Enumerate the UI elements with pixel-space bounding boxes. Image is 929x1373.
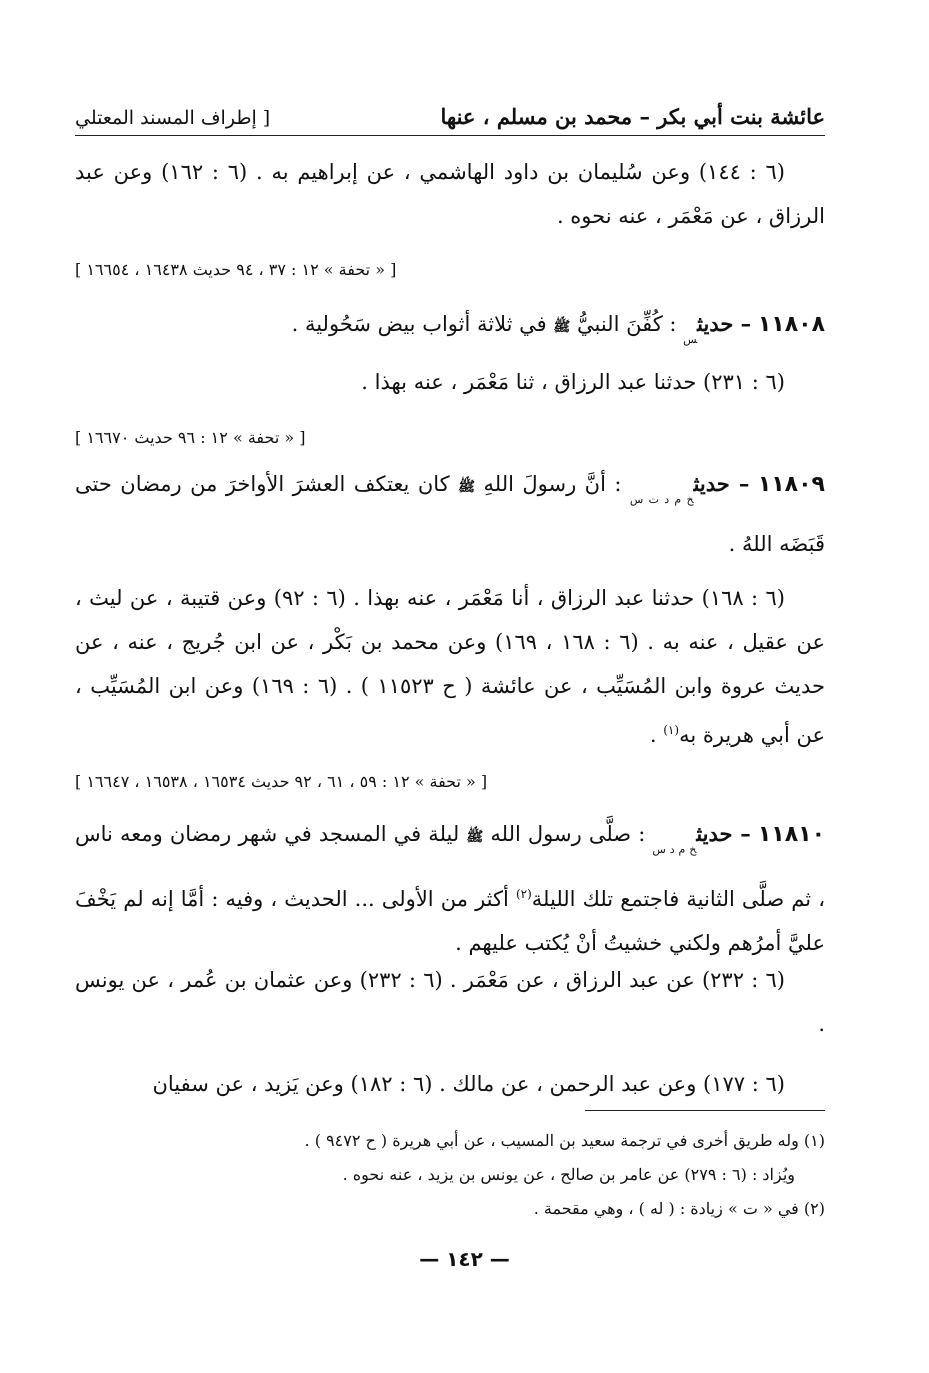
hadith-sigla: خ م د س	[652, 843, 697, 856]
hadith-text	[75, 812, 825, 965]
tuhfa-ref-text: [ « تحفة » ١٢ : ٩٦ حديث ١٦٦٧٠ ]	[75, 428, 306, 447]
hadith-11810	[75, 812, 825, 965]
hadith-label: – حديث	[696, 821, 751, 846]
hadith-matn-start: : كُفِّنَ النبيُّ	[577, 312, 677, 336]
page-number: — ١٤٢ —	[419, 1247, 510, 1271]
salutation-glyph: ﷺ	[458, 479, 476, 495]
footnote-2: (٢) في « ت » زيادة : ( له ) ، وهي مقحمة .	[533, 1199, 825, 1218]
paragraph-text	[75, 576, 825, 757]
paragraph-text: (٦ : ٢٣٢) عن عبد الرزاق ، عن مَعْمَر . (٦ : ٢٣٢) وعن عثمان بن عُمر ، عن يونس .	[75, 968, 825, 1036]
footnote-divider	[585, 1110, 825, 1111]
paragraph-3	[75, 576, 825, 757]
paragraph-5	[75, 1062, 825, 1106]
hadith-label: – حديث	[697, 311, 752, 336]
header-book-title: [ إطراف المسند المعتلي	[75, 107, 271, 129]
tuhfa-ref-text: [ « تحفة » ١٢ : ٥٩ ، ٦١ ، ٩٢ حديث ١٦٥٣٤ ، ١٦٥٣٨ ، ١٦٦٤٧ ]	[75, 772, 488, 791]
hadith-sigla: س	[683, 333, 698, 346]
tuhfa-ref-3	[75, 768, 825, 796]
paragraph-4	[75, 958, 825, 1046]
footnote-marker-2: (٢)	[515, 887, 532, 901]
footnote-1-continuation: ويُزاد : (٦ : ٢٧٩) عن عامر بن صالح ، عن يونس بن يزيد ، عنه نحوه .	[342, 1165, 795, 1184]
header-chapter-title: عائشة بنت أبي بكر – محمد بن مسلم ، عنها	[440, 104, 825, 129]
hadith-matn-end: أكثر من الأولى ... الحديث ، وفيه : أمَّا إنه لم يَخْفَ عليَّ أمرُهم ولكني خشيتُ أنْ يُكتب عليهم .	[75, 887, 825, 955]
paragraph-text: (٦ : ٢٣١) حدثنا عبد الرزاق ، ثنا مَعْمَر ، عنه بهذا .	[361, 370, 785, 394]
hadith-matn-mid: ليلة في المسجد في شهر رمضان ومعه ناس ، ثم صلَّى الثانية فاجتمع تلك الليلة	[75, 822, 825, 911]
paragraph-body: (٦ : ١٦٨) حدثنا عبد الرزاق ، أنا مَعْمَر ، عنه بهذا . (٦ : ٩٢) وعن قتيبة ، عن ليث ، عن عقيل ، عنه به . (٦ : ١٦٨ ، ١٦٩) وعن محمد بن بَكْر ، عن ابن جُريج ، عنه ، عن حديث عروة وابن المُسَيِّب ، عن عائشة ( ح ١١٥٢٣ ) . (٦ : ١٦٩) وعن ابن المُسَيِّب ، عن أبي هريرة به	[75, 586, 826, 747]
footnote-1: (١) وله طريق أخرى في ترجمة سعيد بن المسيب ، عن أبي هريرة ( ح ٩٤٧٢ ) .	[304, 1131, 825, 1150]
salutation-glyph: ﷺ	[553, 319, 571, 335]
tuhfa-ref-text: [ « تحفة » ١٢ : ٣٧ ، ٩٤ حديث ١٦٤٣٨ ، ١٦٦٥٤ ]	[75, 260, 397, 279]
hadith-matn-end: في ثلاثة أثواب بيض سَحُولية .	[291, 312, 547, 336]
paragraph-text: (٦ : ١٤٤) وعن سُليمان بن داود الهاشمي ، عن إبراهيم به . (٦ : ١٦٢) وعن عبد الرزاق ، عن مَعْمَر ، عنه نحوه .	[75, 160, 825, 228]
hadith-number: ١١٨٠٨	[757, 312, 825, 337]
salutation-glyph: ﷺ	[466, 829, 484, 845]
footnotes	[75, 1124, 825, 1226]
paragraph-1	[75, 150, 825, 238]
tuhfa-ref-2	[75, 424, 825, 452]
running-header	[75, 96, 825, 136]
paragraph-end: .	[649, 723, 664, 747]
hadith-number: ١١٨٠٩	[757, 472, 825, 497]
hadith-matn-start: : أنَّ رسولَ اللهِ	[483, 472, 622, 496]
hadith-sigla: خ م د ت س	[629, 493, 694, 506]
paragraph-2	[75, 360, 825, 404]
hadith-11809	[75, 462, 825, 566]
hadith-11808	[75, 302, 825, 362]
hadith-matn-end: كان يعتكف العشرَ الأواخرَ من رمضان حتى قَبَضَه اللهُ .	[75, 472, 825, 556]
paragraph-text: (٦ : ١٧٧) وعن عبد الرحمن ، عن مالك . (٦ : ١٨٢) وعن يَزيد ، عن سفيان	[152, 1072, 785, 1096]
hadith-text	[75, 302, 825, 362]
tuhfa-ref-1	[75, 256, 825, 284]
footnote-marker-1: (١)	[663, 723, 680, 737]
hadith-text	[75, 462, 825, 566]
hadith-number: ١١٨١٠	[757, 822, 825, 847]
hadith-label: – حديث	[693, 471, 750, 496]
hadith-matn-start: : صلَّى رسول الله	[490, 822, 646, 846]
